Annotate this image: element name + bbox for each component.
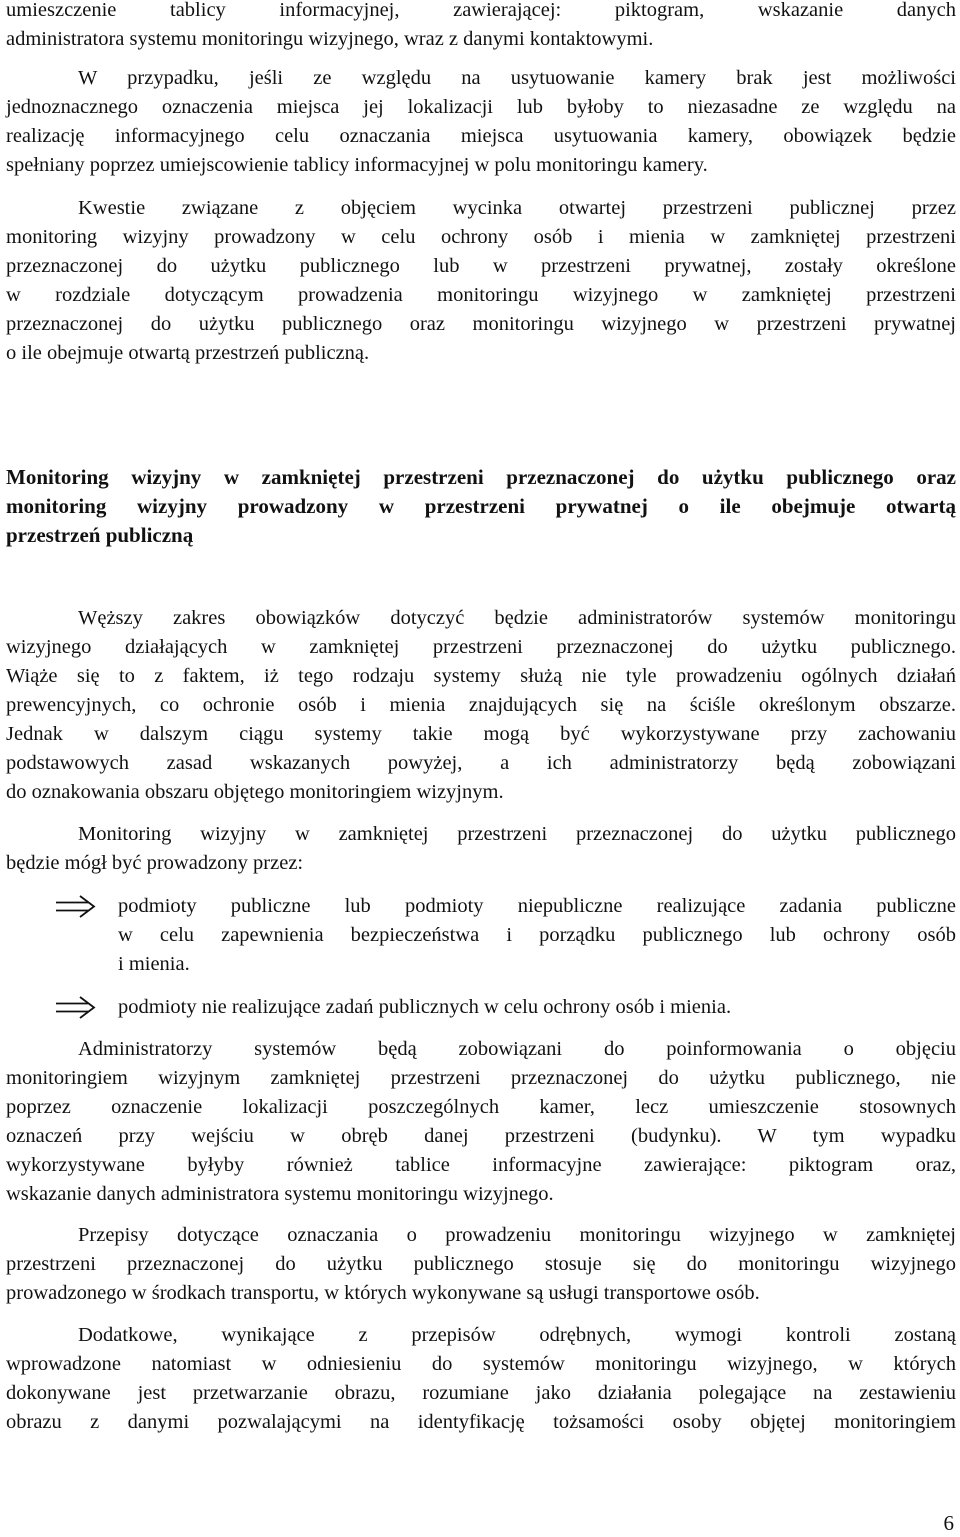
paragraph-line: będzie mógł być prowadzony przez: bbox=[6, 852, 304, 874]
paragraph-line: oznaczeń przy wejściu w obręb danej przestrzeni (budynku). W tym wypadku bbox=[6, 1125, 956, 1147]
paragraph-7 bbox=[6, 1221, 956, 1308]
paragraph-line: Węższy zakres obowiązków dotyczyć będzie administratorów systemów monitoringu bbox=[78, 607, 956, 629]
paragraph-line: wskazanie danych administratora systemu monitoringu wizyjnego. bbox=[6, 1183, 554, 1205]
paragraph-4 bbox=[6, 604, 956, 807]
paragraph-line: Wiąże się to z faktem, iż tego rodzaju systemy służą nie tyle prowadzeniu ogólnych działań bbox=[6, 665, 956, 687]
paragraph-line: przeznaczonej do użytku publicznego oraz monitoringu wizyjnego w przestrzeni prywatnej bbox=[6, 313, 956, 335]
paragraph-line: poprzez oznaczenie lokalizacji poszczególnych kamer, lecz umieszczenie stosownych bbox=[6, 1096, 956, 1118]
paragraph-2 bbox=[6, 64, 956, 180]
double-arrow-right-icon bbox=[54, 892, 98, 921]
paragraph-line: wprowadzone natomiast w odniesieniu do systemów monitoringu wizyjnego, w których bbox=[6, 1353, 956, 1375]
paragraph-line: Kwestie związane z objęciem wycinka otwartej przestrzeni publicznej przez bbox=[78, 197, 956, 219]
paragraph-line: obrazu z danymi pozwalającymi na identyfikację tożsamości osoby objętej monitoringiem bbox=[6, 1411, 956, 1433]
paragraph-line: podstawowych zasad wskazanych powyżej, a ich administratorzy będą zobowiązani bbox=[6, 752, 956, 774]
list-item-line: podmioty nie realizujące zadań publicznych w celu ochrony osób i mienia. bbox=[118, 996, 732, 1018]
list-item-line: podmioty publiczne lub podmioty niepubliczne realizujące zadania publiczne bbox=[118, 895, 956, 917]
paragraph-line: prowadzonego w środkach transportu, w których wykonywane są usługi transportowe osób. bbox=[6, 1282, 760, 1304]
paragraph-line: umieszczenie tablicy informacyjnej, zawierającej: piktogram, wskazanie danych bbox=[6, 0, 956, 21]
section-heading bbox=[6, 463, 956, 550]
paragraph-line: Przepisy dotyczące oznaczania o prowadzeniu monitoringu wizyjnego w zamkniętej bbox=[78, 1224, 956, 1246]
paragraph-line: spełniany poprzez umiejscowienie tablicy informacyjnej w polu monitoringu kamery. bbox=[6, 154, 708, 176]
paragraph-line: dokonywane jest przetwarzanie obrazu, rozumiane jako działania polegające na zestawieniu bbox=[6, 1382, 956, 1404]
paragraph-line: wykorzystywane byłyby również tablice informacyjne zawierające: piktogram oraz, bbox=[6, 1154, 956, 1176]
paragraph-line: Administratorzy systemów będą zobowiązani do poinformowania o objęciu bbox=[78, 1038, 956, 1060]
paragraph-line: o ile obejmuje otwartą przestrzeń publiczną. bbox=[6, 342, 370, 364]
paragraph-6 bbox=[6, 1035, 956, 1209]
paragraph-line: przestrzeni przeznaczonej do użytku publicznego stosuje się do monitoringu wizyjnego bbox=[6, 1253, 956, 1275]
paragraph-line: monitoring wizyjny prowadzony w celu ochrony osób i mienia w zamkniętej przestrzeni bbox=[6, 226, 956, 248]
paragraph-line: W przypadku, jeśli ze względu na usytuowanie kamery brak jest możliwości bbox=[78, 67, 956, 89]
heading-line: przestrzeń publiczną bbox=[6, 523, 194, 547]
heading-line: Monitoring wizyjny w zamkniętej przestrzeni przeznaczonej do użytku publicznego oraz bbox=[6, 465, 956, 489]
paragraph-line: Jednak w dalszym ciągu systemy takie mogą być wykorzystywane przy zachowaniu bbox=[6, 723, 956, 745]
paragraph-line: prewencyjnych, co ochronie osób i mienia znajdujących się na ściśle określonym obszarze. bbox=[6, 694, 956, 716]
paragraph-8 bbox=[6, 1321, 956, 1437]
paragraph-line: Dodatkowe, wynikające z przepisów odrębnych, wymogi kontroli zostaną bbox=[78, 1324, 956, 1346]
paragraph-5 bbox=[6, 820, 956, 878]
paragraph-line: jednoznacznego oznaczenia miejsca jej lokalizacji lub byłoby to niezasadne ze względu na bbox=[6, 96, 956, 118]
heading-line: monitoring wizyjny prowadzony w przestrzeni prywatnej o ile obejmuje otwartą bbox=[6, 494, 956, 518]
paragraph-1 bbox=[6, 0, 956, 54]
paragraph-line: do oznakowania obszaru objętego monitoringiem wizyjnym. bbox=[6, 781, 504, 803]
paragraph-line: Monitoring wizyjny w zamkniętej przestrzeni przeznaczonej do użytku publicznego bbox=[78, 823, 956, 845]
list-item-line: i mienia. bbox=[118, 953, 190, 975]
paragraph-line: monitoringiem wizyjnym zamkniętej przestrzeni przeznaczonej do użytku publicznego, nie bbox=[6, 1067, 956, 1089]
paragraph-3 bbox=[6, 194, 956, 368]
paragraph-line: przeznaczonej do użytku publicznego lub w przestrzeni prywatnej, zostały określone bbox=[6, 255, 956, 277]
list-item-line: w celu zapewnienia bezpieczeństwa i porządku publicznego lub ochrony osób bbox=[118, 924, 956, 946]
paragraph-line: wizyjnego działających w zamkniętej przestrzeni przeznaczonej do użytku publicznego. bbox=[6, 636, 956, 658]
paragraph-line: realizację informacyjnego celu oznaczania miejsca usytuowania kamery, obowiązek będzie bbox=[6, 125, 956, 147]
double-arrow-right-icon bbox=[54, 993, 98, 1022]
page-number: 6 bbox=[943, 1511, 954, 1535]
paragraph-line: w rozdziale dotyczącym prowadzenia monitoringu wizyjnego w zamkniętej przestrzeni bbox=[6, 284, 956, 306]
paragraph-line: administratora systemu monitoringu wizyjnego, wraz z danymi kontaktowymi. bbox=[6, 28, 654, 50]
